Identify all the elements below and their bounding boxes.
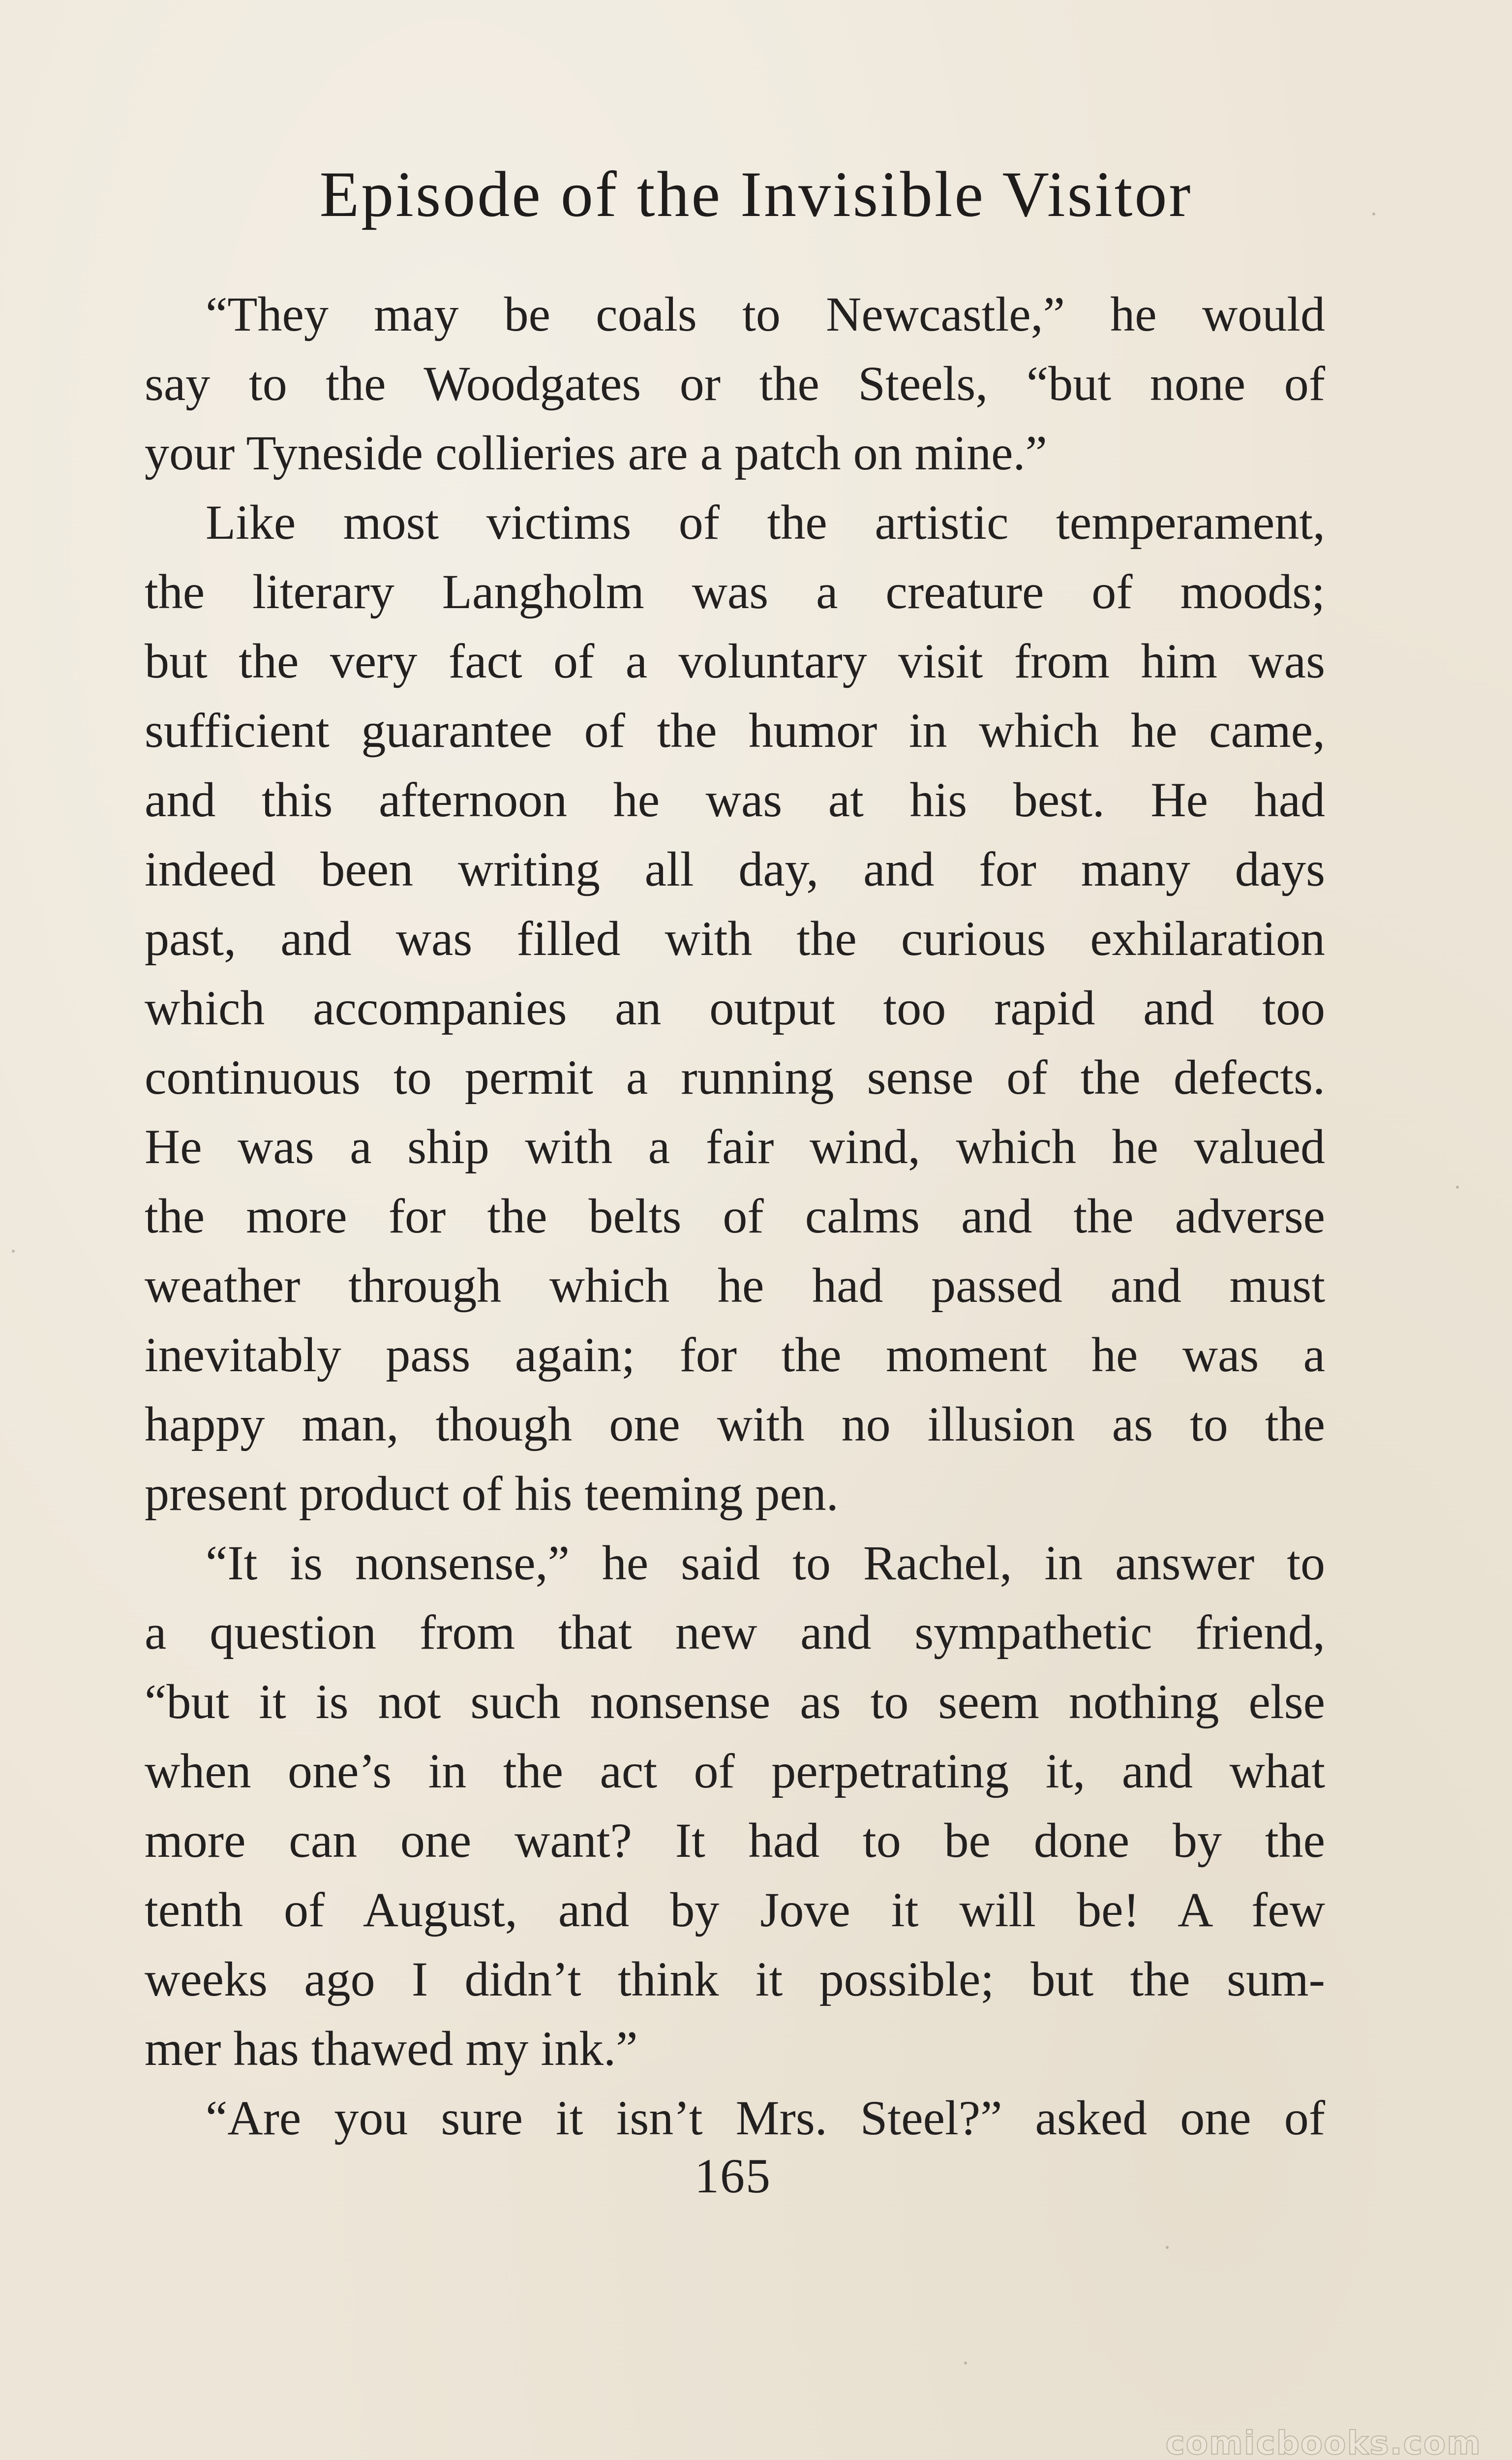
paper-speck: [12, 1250, 15, 1253]
text-line: “They may be coals to Newcastle,” he would: [206, 287, 1325, 341]
text-line: mer has thawed my ink.”: [145, 2021, 638, 2076]
running-title: Episode of the Invisible Visitor: [319, 158, 1193, 230]
text-line: your Tyneside collieries are a patch on mine.”: [145, 426, 1047, 480]
text-line: continuous to permit a running sense of the defects.: [145, 1050, 1325, 1105]
paper-speck: [964, 2362, 967, 2365]
text-line: tenth of August, and by Jove it will be! A few: [145, 1882, 1325, 1937]
paper-speck: [1166, 2246, 1169, 2249]
text-line: a question from that new and sympathetic friend,: [145, 1605, 1325, 1660]
text-line: indeed been writing all day, and for many days: [145, 842, 1325, 896]
text-line: past, and was filled with the curious exhilaration: [145, 911, 1325, 966]
text-line: more can one want? It had to be done by the: [145, 1813, 1325, 1868]
text-line: “Are you sure it isn’t Mrs. Steel?” asked one of: [206, 2091, 1325, 2145]
text-line: Like most victims of the artistic temperament,: [206, 495, 1325, 550]
text-line: the more for the belts of calms and the adverse: [145, 1189, 1325, 1243]
text-line: the literary Langholm was a creature of moods;: [145, 564, 1325, 619]
text-line: “It is nonsense,” he said to Rachel, in answer to: [206, 1536, 1325, 1590]
text-line: sufficient guarantee of the humor in which he came,: [145, 703, 1325, 758]
text-line: inevitably pass again; for the moment he was a: [145, 1327, 1325, 1382]
watermark: comicbooks.com: [1165, 2424, 1482, 2460]
text-line: and this afternoon he was at his best. He had: [145, 772, 1325, 827]
text-line: weather through which he had passed and must: [145, 1258, 1325, 1313]
text-line: but the very fact of a voluntary visit from him was: [145, 634, 1325, 688]
text-line: which accompanies an output too rapid and too: [145, 981, 1325, 1035]
text-line: “but it is not such nonsense as to seem nothing else: [145, 1674, 1325, 1729]
body-text: [145, 279, 1325, 2152]
paper-speck: [1372, 213, 1375, 215]
page-number: 165: [695, 2149, 771, 2203]
text-line: happy man, though one with no illusion as to the: [145, 1397, 1325, 1451]
text-line: say to the Woodgates or the Steels, “but none of: [145, 356, 1325, 411]
paper-speck: [1456, 1186, 1459, 1189]
text-line: He was a ship with a fair wind, which he valued: [145, 1119, 1325, 1174]
text-line: present product of his teeming pen.: [145, 1466, 839, 1521]
text-line: when one’s in the act of perpetrating it, and what: [145, 1744, 1325, 1798]
text-line: weeks ago I didn’t think it possible; but the sum-: [145, 1952, 1325, 2006]
